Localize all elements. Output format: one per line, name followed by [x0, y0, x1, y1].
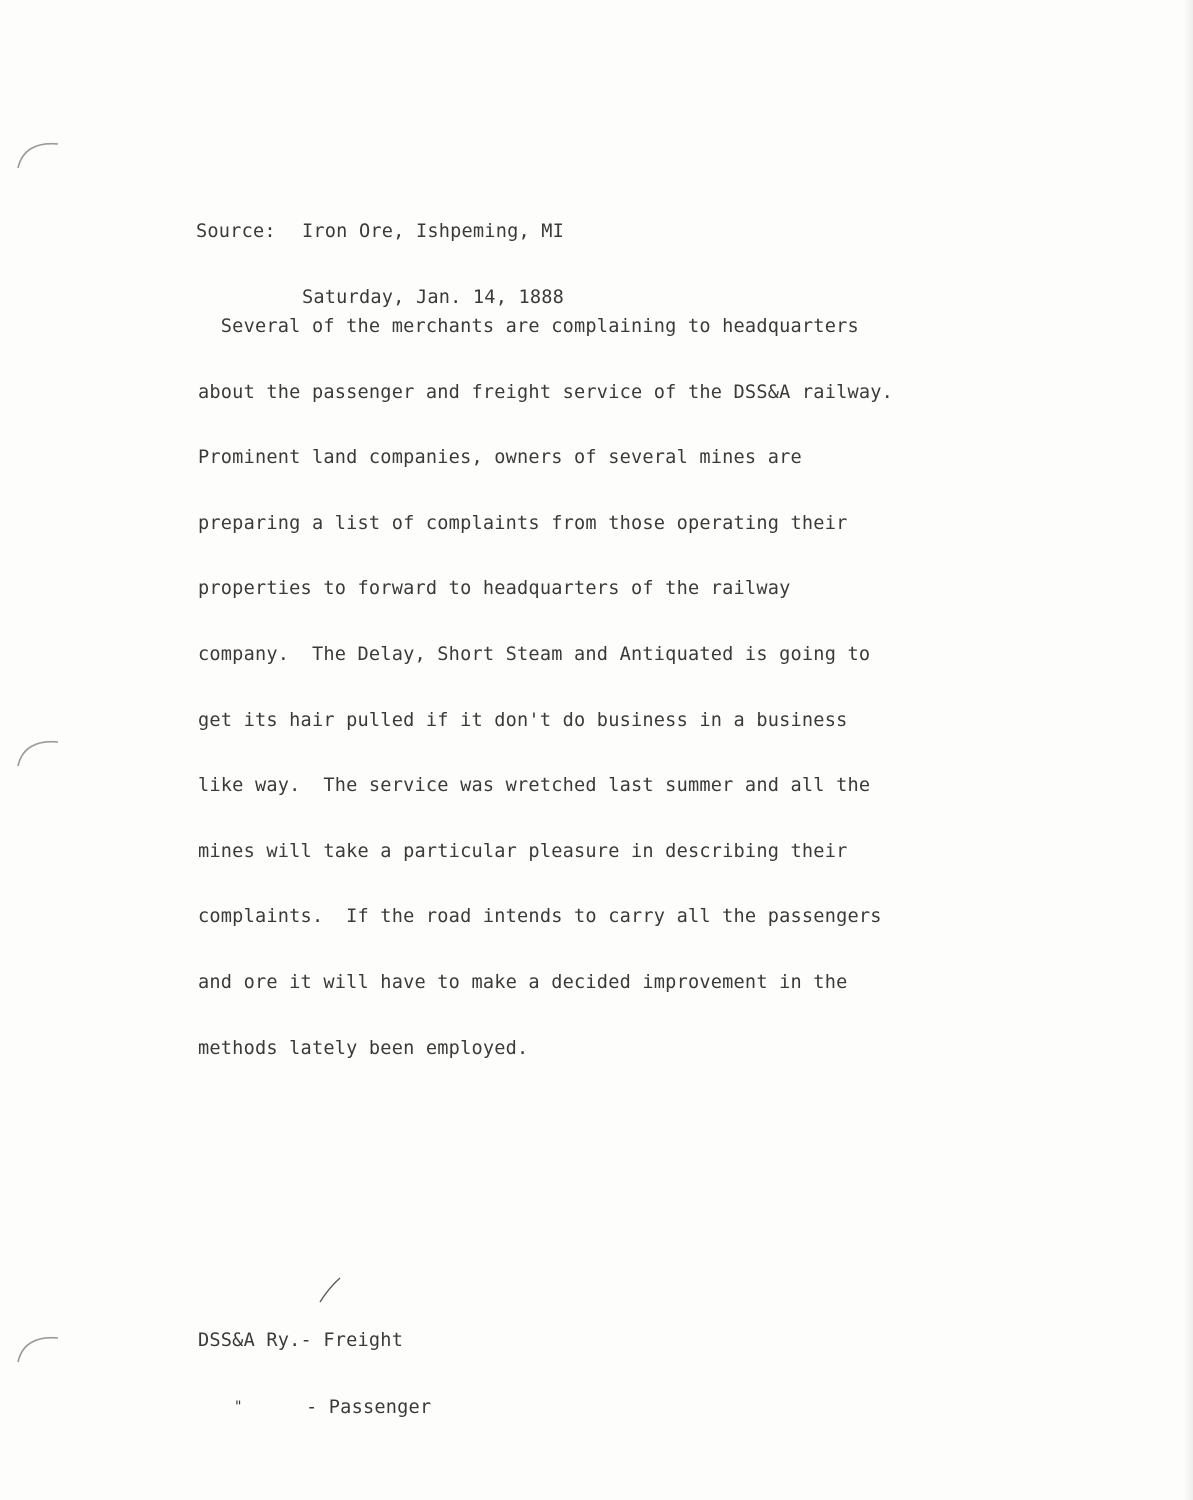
source-line-1	[196, 220, 564, 244]
punch-hole-mark-middle	[14, 730, 62, 770]
punch-hole-mark-top	[14, 132, 62, 172]
article-text	[198, 273, 918, 1102]
article-line: Several of the merchants are complaining to headquarters	[198, 316, 859, 337]
article-line: get its hair pulled if it don't do business in a business	[198, 709, 848, 731]
article-line: methods lately been employed.	[198, 1037, 529, 1059]
article-line: Prominent land companies, owners of several mines are	[198, 447, 802, 469]
index-line-freight: DSS&A Ry.- Freight	[198, 1330, 404, 1351]
article-line: preparing a list of complaints from those operating their	[198, 512, 848, 534]
article-line: company. The Delay, Short Steam and Antiquated is going to	[198, 643, 871, 665]
article-line: properties to forward to headquarters of the railway	[198, 578, 791, 600]
ditto-mark: "	[234, 1399, 243, 1415]
source-publication: Iron Ore, Ishpeming, MI	[302, 221, 565, 242]
source-label: Source:	[196, 221, 276, 242]
check-mark-icon	[316, 1276, 342, 1306]
article-line: and ore it will have to make a decided improvement in the	[198, 971, 848, 993]
index-line-passenger	[198, 1395, 431, 1420]
article-line: like way. The service was wretched last summer and all the	[198, 775, 871, 797]
article-line: complaints. If the road intends to carry all the passengers	[198, 906, 882, 928]
article-line: mines will take a particular pleasure in describing their	[198, 840, 848, 862]
subject-index	[198, 1286, 431, 1483]
page-edge-shadow	[1183, 0, 1193, 1500]
source-date: Saturday, Jan. 14, 1888	[302, 287, 565, 308]
punch-hole-mark-bottom	[14, 1326, 62, 1366]
article-line: about the passenger and freight service of the DSS&A railway.	[198, 381, 894, 403]
index-passenger-label: - Passenger	[306, 1397, 432, 1418]
